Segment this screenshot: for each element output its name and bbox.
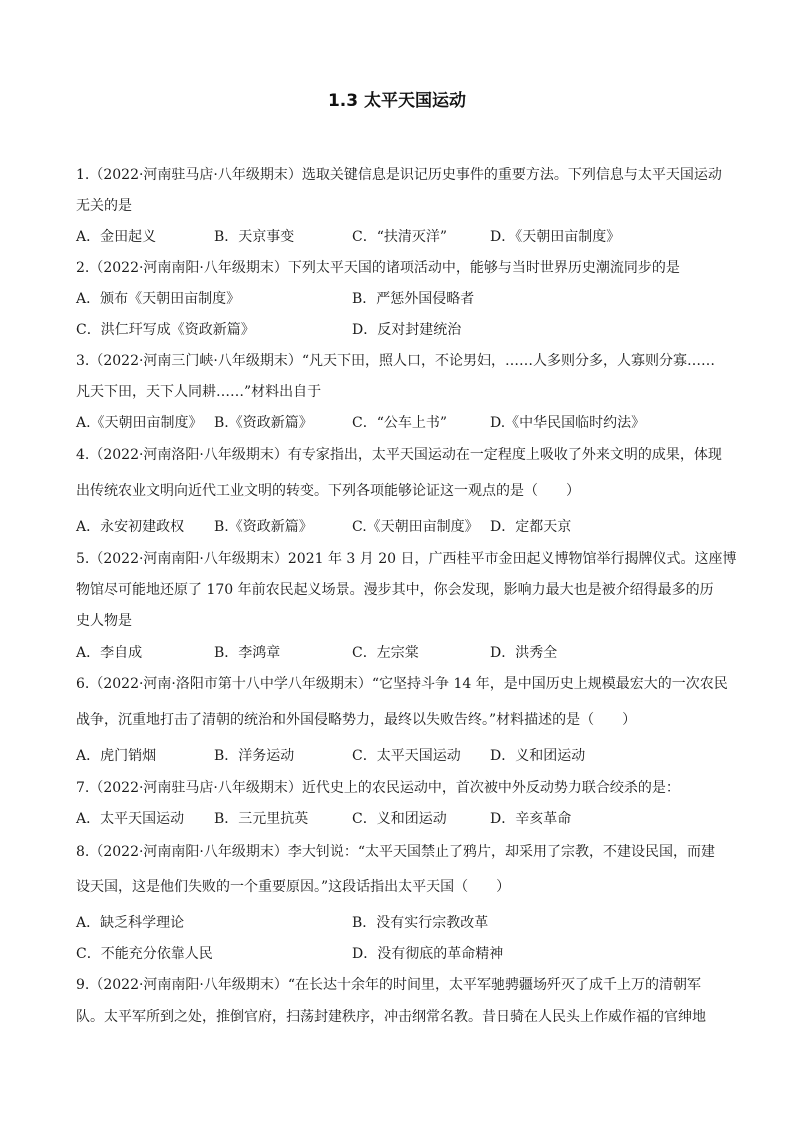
question-5-option-d: D．洪秀全 [490,645,558,661]
question-2-option-b: B．严惩外国侵略者 [352,291,475,307]
question-1-option-d: D．《天朝田亩制度》 [490,229,621,245]
question-5-option-b: B．李鸿章 [214,645,281,661]
question-1-option-b: B．天京事变 [214,229,295,245]
question-3-stem-line-2: 凡天下田，天下人同耕……”材料出自于 [76,384,322,400]
question-8-option-d: D．没有彻底的革命精神 [352,946,504,962]
question-5-stem-line-2: 物馆尽可能地还原了 170 年前农民起义场景。漫步其中，你会发现，影响力最大也是被介绍得最多的历 [76,582,714,598]
question-8-stem-line-1: 8.（2022·河南南阳·八年级期末）李大钊说：“太平天国禁止了鸦片，却采用了宗教，不建设民国，而建 [76,844,716,860]
question-1-option-c: C．“扶清灭洋” [352,229,448,245]
question-2-stem-line-1: 2.（2022·河南南阳·八年级期末）下列太平天国的诸项活动中，能够与当时世界历史潮流同步的是 [76,260,680,276]
question-3-option-d: D.《中华民国临时约法》 [490,415,646,431]
question-5-stem-line-3: 史人物是 [76,613,132,629]
question-7-stem-line-1: 7.（2022·河南驻马店·八年级期末）近代史上的农民运动中，首次被中外反动势力联合绞杀的是： [76,780,680,796]
question-6-option-d: D．义和团运动 [490,748,586,764]
question-3-stem-line-1: 3.（2022·河南三门峡·八年级期末）“凡天下田，照人口，不论男妇，……人多则分多，人寡则分寡…… [76,353,716,369]
question-1-stem-line-1: 1.（2022·河南驻马店·八年级期末）选取关键信息是识记历史事件的重要方法。下列信息与太平天国运动 [76,167,722,183]
question-1-stem-line-2: 无关的是 [76,198,132,214]
question-8-option-b: B．没有实行宗教改革 [352,915,489,931]
question-7-option-d: D．辛亥革命 [490,811,572,827]
question-5-option-c: C．左宗棠 [352,645,419,661]
question-3-option-c: C．“公车上书” [352,415,448,431]
question-9-stem-line-2: 队。太平军所到之处，推倒官府，扫荡封建秩序，冲击纲常名教。昔日骑在人民头上作威作福的官绅地 [76,1009,706,1025]
question-2-option-d: D．反对封建统治 [352,322,462,338]
question-4-stem-line-2: 出传统农业文明向近代工业文明的转变。下列各项能够论证这一观点的是（ ） [76,483,580,499]
question-1-option-a: A．金田起义 [76,229,157,245]
question-2-option-a: A．颁布《天朝田亩制度》 [76,291,241,307]
question-4-option-a: A．永安初建政权 [76,519,185,535]
question-3-option-b: B.《资政新篇》 [214,415,313,431]
question-9-stem-line-1: 9.（2022·河南南阳·八年级期末）“在长达十余年的时间里，太平军驰骋疆场歼灭了成千上万的清朝军 [76,977,702,993]
question-4-option-c: C.《天朝田亩制度》 [352,519,479,535]
question-6-option-a: A．虎门销烟 [76,748,157,764]
question-7-option-c: C．义和团运动 [352,811,447,827]
question-8-stem-line-2: 设天国，这是他们失败的一个重要原因。”这段话指出太平天国（ ） [76,879,511,895]
question-7-option-b: B．三元里抗英 [214,811,309,827]
question-8-option-a: A．缺乏科学理论 [76,915,185,931]
question-6-option-c: C．太平天国运动 [352,748,461,764]
question-5-option-a: A．李自成 [76,645,143,661]
question-4-stem-line-1: 4.（2022·河南洛阳·八年级期末）有专家指出，太平天国运动在一定程度上吸收了外来文明的成果，体现 [76,447,722,463]
question-6-stem-line-1: 6.（2022·河南·洛阳市第十八中学八年级期末）“它坚持斗争 14 年，是中国历史上规模最宏大的一次农民 [76,676,728,692]
question-4-option-d: D．定都天京 [490,519,572,535]
page-title: 1.3 太平天国运动 [327,91,467,111]
question-6-stem-line-2: 战争，沉重地打击了清朝的统治和外国侵略势力，最终以失败告终。”材料描述的是（ ） [76,712,637,728]
question-4-option-b: B.《资政新篇》 [214,519,313,535]
question-7-option-a: A．太平天国运动 [76,811,185,827]
question-5-stem-line-1: 5.（2022·河南南阳·八年级期末）2021 年 3 月 20 日，广西桂平市金田起义博物馆举行揭牌仪式。这座博 [76,551,737,567]
question-8-option-c: C．不能充分依靠人民 [76,946,213,962]
question-3-option-a: A.《天朝田亩制度》 [76,415,203,431]
question-6-option-b: B．洋务运动 [214,748,295,764]
question-2-option-c: C．洪仁玕写成《资政新篇》 [76,322,255,338]
